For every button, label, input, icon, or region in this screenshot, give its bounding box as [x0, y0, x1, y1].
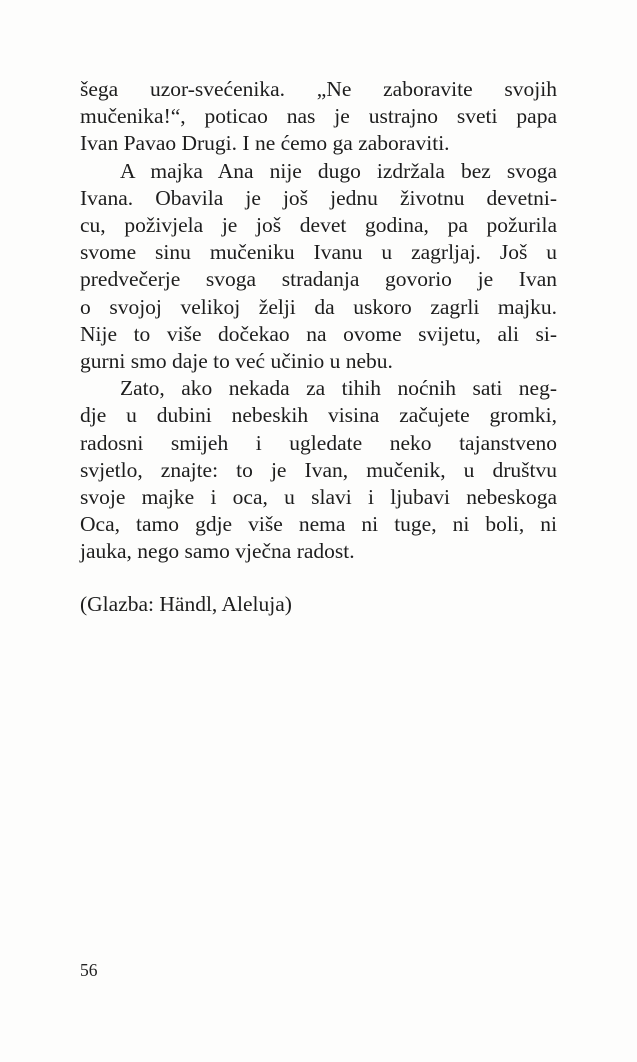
text-line: Nije to više dočekao na ovome svijetu, ali si-	[80, 321, 557, 346]
paragraph	[80, 76, 557, 158]
text-line: radosni smijeh i ugledate neko tajanstveno	[80, 430, 557, 455]
text-line: cu, poživjela je još devet godina, pa požurila	[80, 213, 557, 238]
text-line: svjetlo, znajte: to je Ivan, mučenik, u društvu	[80, 457, 557, 482]
text-line: o svojoj velikoj želji da uskoro zagrli majku.	[80, 294, 557, 319]
text-line: Zato, ako nekada za tihih noćnih sati neg-	[120, 376, 557, 401]
text-line: A majka Ana nije dugo izdržala bez svoga	[120, 158, 557, 183]
text-line: šega uzor-svećenika. „Ne zaboravite svojih	[80, 77, 557, 101]
text-line: Ivana. Obavila je još jednu životnu devetni-	[80, 185, 557, 210]
paragraph	[80, 158, 557, 376]
paragraph	[80, 591, 557, 618]
text-line: Ivan Pavao Drugi. I ne ćemo ga zaboraviti.	[80, 131, 450, 156]
text-line: gurni smo daje to već učinio u nebu.	[80, 349, 393, 374]
text-block	[80, 76, 557, 618]
text-line: (Glazba: Händl, Aleluja)	[80, 591, 292, 616]
text-line: dje u dubini nebeskih visina začujete gromki,	[80, 403, 557, 428]
paragraph	[80, 375, 557, 565]
text-line: Oca, tamo gdje više nema ni tuge, ni boli, ni	[80, 512, 557, 537]
text-line: svome sinu mučeniku Ivanu u zagrljaj. Još u	[80, 240, 557, 265]
text-line: jauka, nego samo vječna radost.	[80, 539, 355, 564]
text-line: mučenika!“, poticao nas je ustrajno sveti papa	[80, 104, 557, 129]
text-line: svoje majke i oca, u slavi i ljubavi nebeskoga	[80, 485, 557, 510]
page-number: 56	[80, 960, 98, 980]
text-line: predvečerje svoga stradanja govorio je Ivan	[80, 267, 557, 292]
